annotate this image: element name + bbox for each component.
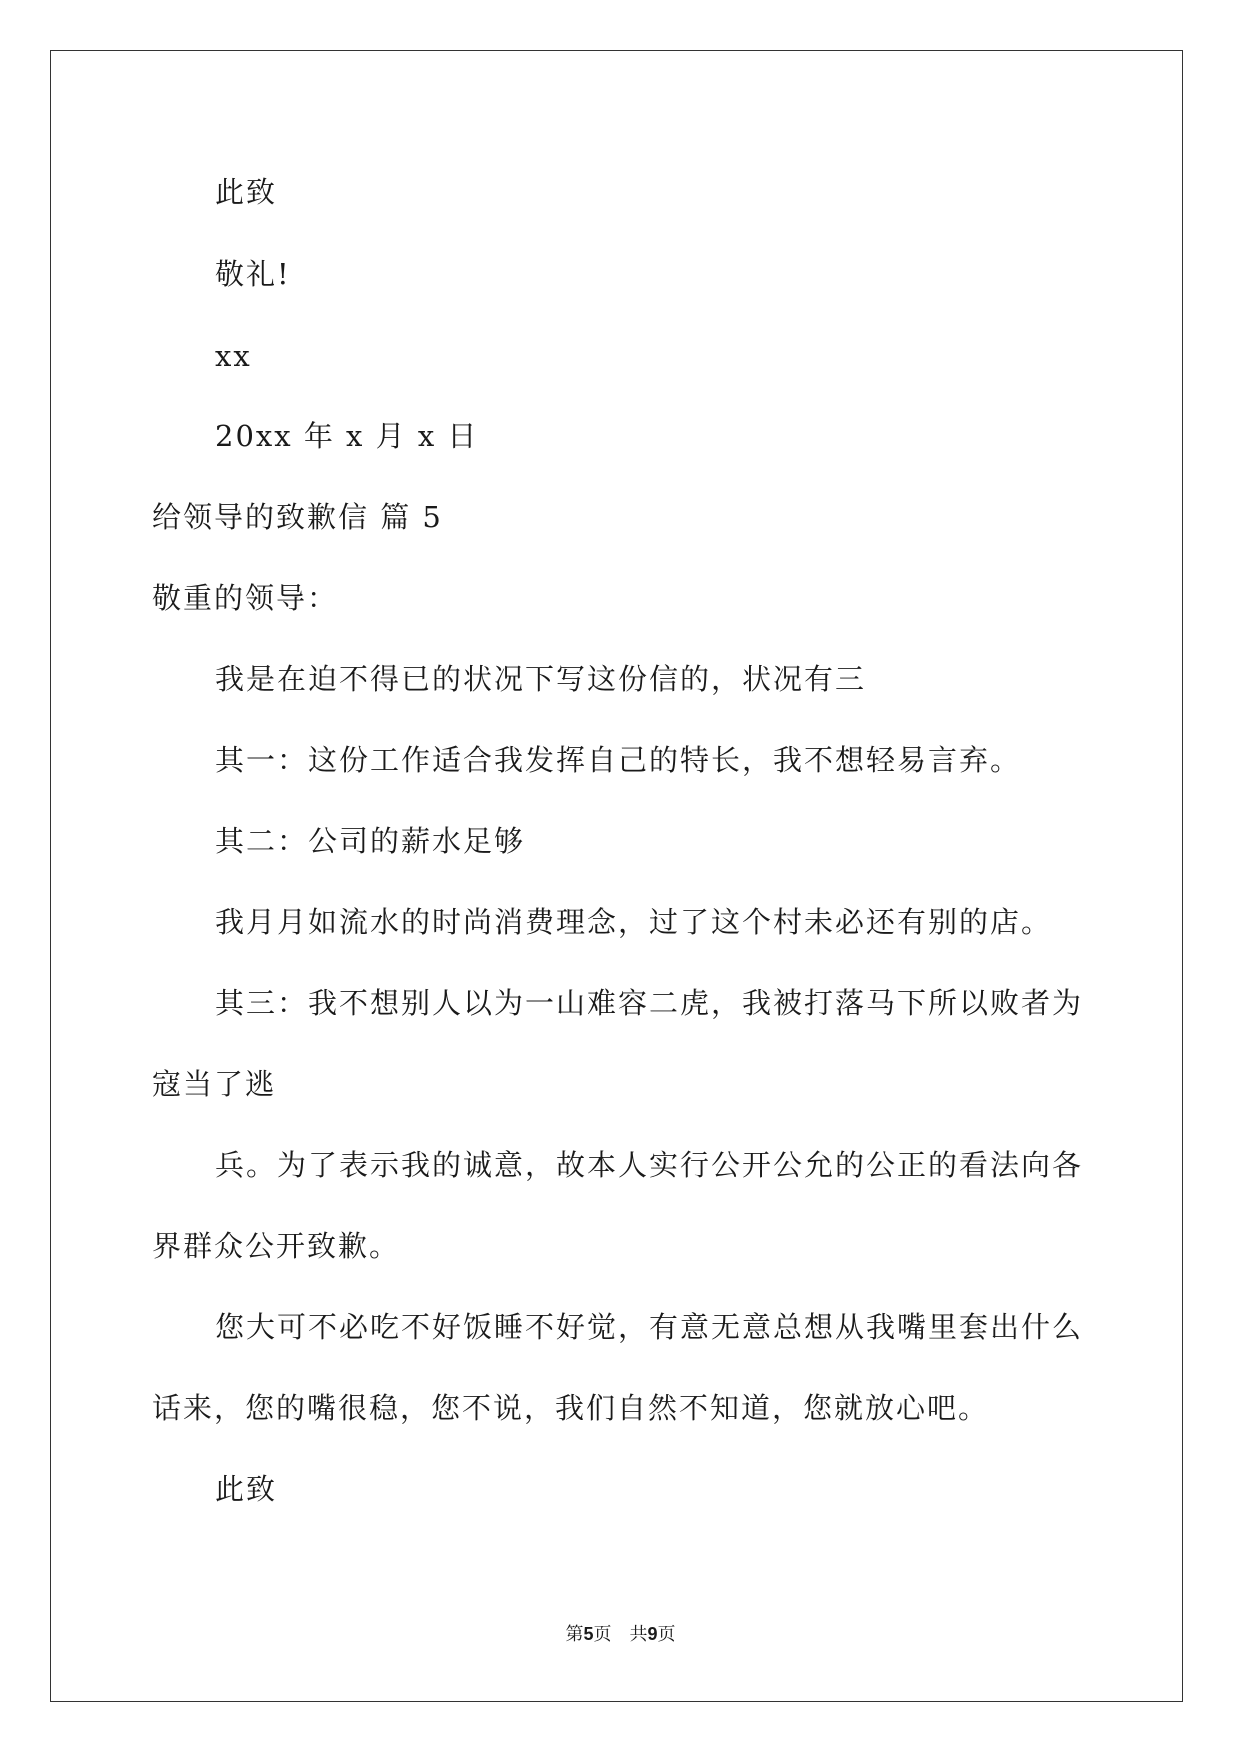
page-footer [0,1620,1241,1646]
paragraph-line: 寇当了逃 [152,1067,277,1101]
closing-line: 此致 [215,1472,278,1506]
paragraph-line: 兵。为了表示我的诚意，故本人实行公开公允的公正的看法向各 [215,1148,1084,1182]
date-line: 20xx 年 x 月 x 日 [215,419,479,453]
paragraph-line: 其二：公司的薪水足够 [215,824,526,858]
footer-page-suffix: 页 [593,1624,612,1645]
closing-line: 此致 [215,175,278,209]
footer-page-current: 5 [583,1624,594,1644]
footer-page-prefix: 第 [565,1624,584,1645]
paragraph-line: 其一：这份工作适合我发挥自己的特长，我不想轻易言弃。 [215,743,1022,777]
section-heading: 给领导的致歉信 篇 5 [152,500,443,534]
paragraph-line: 我是在迫不得已的状况下写这份信的，状况有三 [215,662,867,696]
footer-total-prefix: 共 [629,1624,648,1645]
paragraph-line: 界群众公开致歉。 [152,1229,401,1263]
paragraph-line: 其三：我不想别人以为一山难容二虎，我被打落马下所以败者为 [215,986,1084,1020]
paragraph-line: 我月月如流水的时尚消费理念，过了这个村未必还有别的店。 [215,905,1053,939]
footer-total-suffix: 页 [657,1624,676,1645]
page-border [50,50,1183,1702]
paragraph-line: 您大可不必吃不好饭睡不好觉，有意无意总想从我嘴里套出什么 [215,1310,1084,1344]
signature-line: xx [215,339,252,373]
greeting-line: 敬重的领导： [152,581,339,615]
salutation-line: 敬礼! [215,257,291,291]
paragraph-line: 话来，您的嘴很稳，您不说，我们自然不知道，您就放心吧。 [152,1391,990,1425]
footer-page-total: 9 [647,1624,658,1644]
